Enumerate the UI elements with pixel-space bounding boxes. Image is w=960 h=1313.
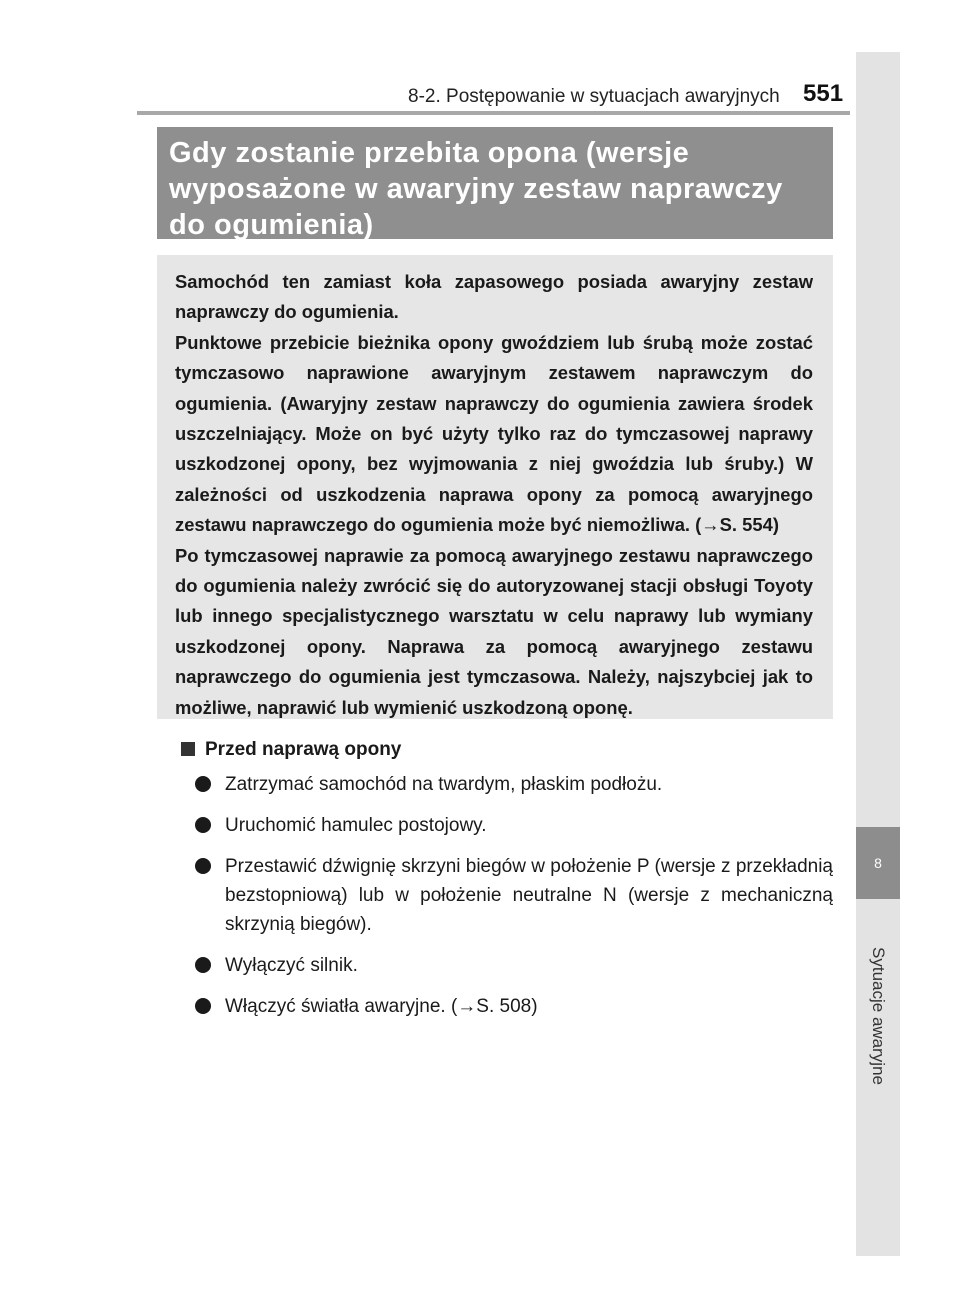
chapter-title-wrap xyxy=(856,906,900,1126)
header-divider xyxy=(137,111,850,115)
intro-paragraph-2: Punktowe przebicie bieżnika opony gwoździem lub śrubą może zostać tymczasowo naprawione awaryjnym zestawem naprawczym do ogumienia. (Awaryjny zestaw naprawczy do ogumienia zawiera środek uszczelniający. Może on być użyty tylko raz do tymczasowej naprawy uszkodzonej opony, bez wyjmowania z niej gwoździa lub śruby.) W zależności od uszkodzenia naprawa opony za pomocą awaryjnego zestawu naprawczego do ogumienia może być niemożliwa. (→S. 554) xyxy=(175,331,813,536)
section-heading-text: Przed naprawą opony xyxy=(205,739,402,760)
list-item xyxy=(195,951,833,980)
title-line-1: Gdy zostanie przebita opona (wersje xyxy=(169,137,690,169)
bullet-list xyxy=(195,770,833,1033)
title-line-2: wyposażone w awaryjny zestaw naprawczy xyxy=(169,173,783,205)
page-title xyxy=(157,127,833,239)
bullet-dot-icon xyxy=(195,998,211,1014)
bullet-dot-icon xyxy=(195,957,211,973)
page-number: 551 xyxy=(803,80,844,107)
section-heading xyxy=(181,739,401,761)
bullet-dot-icon xyxy=(195,776,211,792)
list-item xyxy=(195,992,833,1021)
title-line-3: do ogumienia) xyxy=(169,209,374,241)
chapter-number: 8 xyxy=(856,827,900,899)
list-item-text: Zatrzymać samochód na twardym, płaskim podłożu. xyxy=(225,774,663,795)
list-item-text: Uruchomić hamulec postojowy. xyxy=(225,815,487,836)
list-item xyxy=(195,811,833,840)
list-item-text: Włączyć światła awaryjne. (→S. 508) xyxy=(225,996,538,1017)
list-item-text: Wyłączyć silnik. xyxy=(225,955,358,976)
bullet-dot-icon xyxy=(195,817,211,833)
intro-paragraph-3: Po tymczasowej naprawie za pomocą awaryjnego zestawu naprawczego do ogumienia należy zwrócić się do autoryzowanej stacji obsługi Toyoty lub innego specjalistycznego warsztatu w celu naprawy lub wymiany uszkodzonej opony. Naprawa za pomocą awaryjnego zestawu naprawczego do ogumienia jest tymczasowa. Należy, najszybciej jak to możliwe, naprawić lub wymienić uszkodzoną oponę. xyxy=(175,544,813,718)
intro-box xyxy=(157,255,833,719)
list-item xyxy=(195,770,833,799)
section-header: 8-2. Postępowanie w sytuacjach awaryjnych xyxy=(408,86,780,107)
square-bullet-icon xyxy=(181,742,195,756)
side-tab-top xyxy=(856,52,900,827)
list-item-text: Przestawić dźwignię skrzyni biegów w położenie P (wersje z przekładnią bezstopniową) lub w położenie neutralne N (wersje z mechaniczną skrzynią biegów). xyxy=(225,856,833,935)
list-item xyxy=(195,852,833,939)
chapter-title: Sytuacje awaryjne xyxy=(869,947,888,1085)
bullet-dot-icon xyxy=(195,858,211,874)
intro-paragraph-1: Samochód ten zamiast koła zapasowego posiada awaryjny zestaw naprawczy do ogumienia. xyxy=(175,271,813,323)
